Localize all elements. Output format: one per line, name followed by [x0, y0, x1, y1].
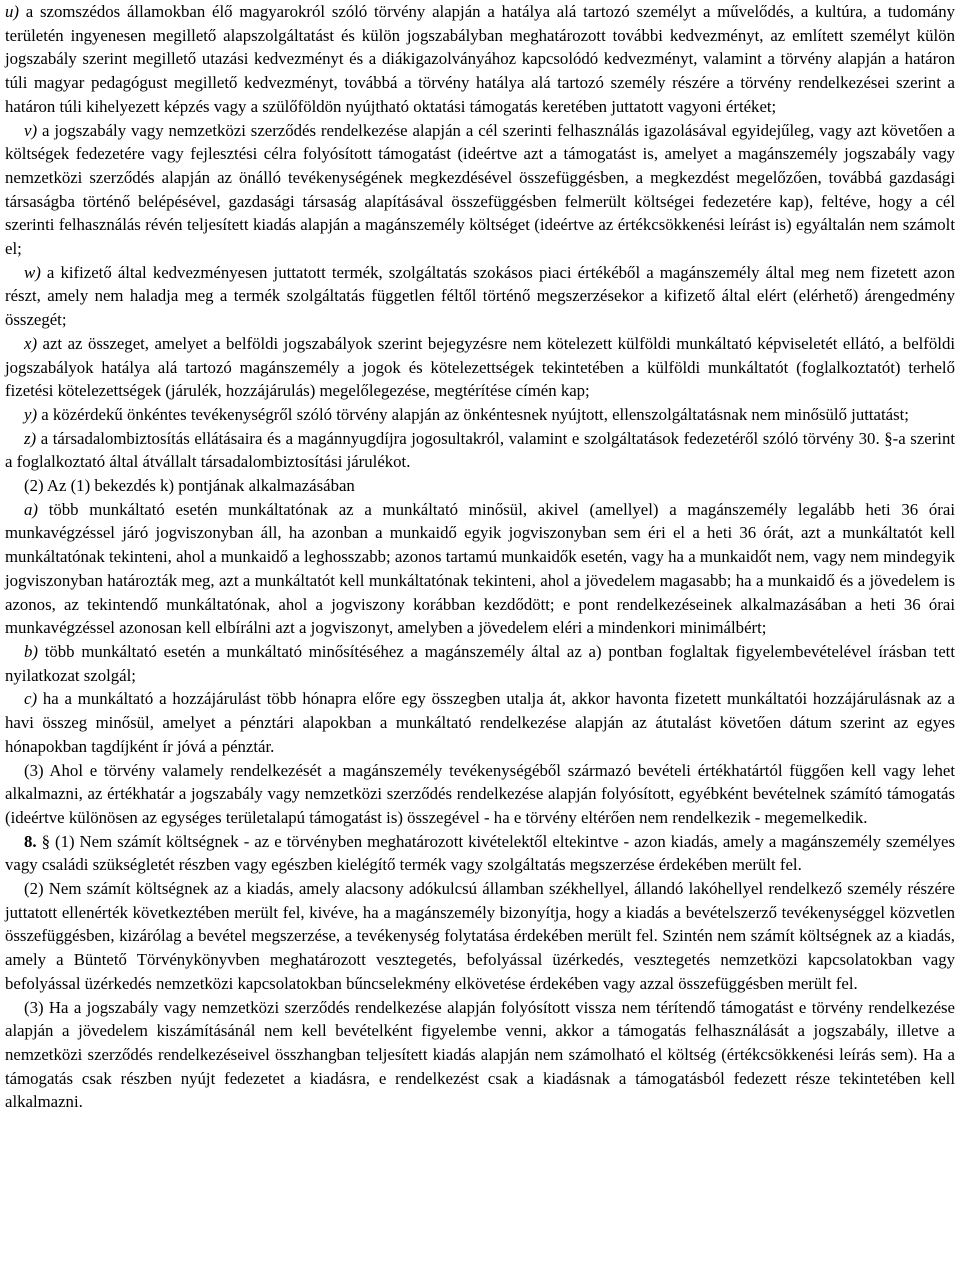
clause-text: a szomszédos államokban élő magyarokról szóló törvény alapján a hatálya alá tartozó személyt a művelődés, a kultúra, a tudomány területén ingyenesen megillető alapszolgáltatást és külön jogszabályban meghatározott további kedvezményt, az említett személyt külön jogszabály szerint megillető utazási kedvezményt és a diákigazolványához kapcsolódó kedvezményt, valamint a törvény alapján a határon túli magyar pedagógust megillető kedvezményt, továbbá a törvény hatálya alá tartozó személy részére a törvény rendelkezései szerint a határon túli kihelyezett képzés vagy a szülőföldön nyújtható oktatási támogatás keretében juttatott vagyoni értéket; [5, 2, 955, 116]
clause-v [5, 119, 955, 261]
clause-marker: x) [24, 333, 38, 353]
clause-u [5, 0, 955, 119]
clause-text: a kifizető által kedvezményesen juttatott termék, szolgáltatás szokásos piaci értékéből a magánszemély által meg nem fizetett azon részt, amely nem haladja meg a termék szolgáltatás független féltől történő megszerzésekor a kifizető által elért (elérhető) árengedmény összegét; [5, 262, 955, 330]
paragraph-text: (2) Az (1) bekezdés k) pontjának alkalmazásában [24, 476, 355, 496]
clause-text: a jogszabály vagy nemzetközi szerződés rendelkezése alapján a cél szerinti felhasználás igazolásával egyidejűleg, vagy azt követően a költségek fedezetére vagy fejlesztési célra folyósított támogatást (ideértve azt a támogatást is, amelyet a magánszemély jogszabály vagy nemzetközi szerződés alapján az önálló tevékenységének megkezdésével összefüggésben, a megkezdést megelőzően, továbbá gazdasági társaságba történő belépésével, gazdasági társaság alapításával összefüggésben felmerült költségei fedezetére kap), feltéve, hogy a cél szerinti felhasználás révén teljesített kiadás alapján a magánszemély költséget (ideértve az értékcsökkenési leírást is) egyáltalán nem számolt el; [5, 120, 955, 259]
paragraph-text: (3) Ahol e törvény valamely rendelkezését a magánszemély tevékenységéből származó bevételi értékhatártól függően kell vagy lehet alkalmazni, az értékhatár a jogszabály vagy nemzetközi szerződés rendelkezése alapján folyósított, egyébként bevételnek számító támogatás (ideértve különösen az egységes területalapú támogatást is) összegével - ha e törvény eltérően nem rendelkezik - megemelkedik. [5, 760, 955, 827]
paragraph-text: (3) Ha a jogszabály vagy nemzetközi szerződés rendelkezése alapján folyósított vissza nem térítendő támogatást e törvény rendelkezése alapján a jövedelem kiszámításánál nem kell bevételként figyelembe venni, akkor a támogatás felhasználását a jogszabály, illetve a nemzetközi szerződés rendelkezéseivel összhangban teljesített kiadás alapján nem számolható el költség (értékcsökkenési leírás sem). Ha a támogatás csak részben nyújt fedezetet a kiadásra, e rendelkezést csak a kiadásnak a támogatásból fedezett része tekintetében kell alkalmazni. [5, 997, 955, 1112]
clause-text: a közérdekű önkéntes tevékenységről szóló törvény alapján az önkéntesnek nyújtott, ellenszolgáltatásnak nem minősülő juttatást; [37, 404, 909, 424]
paragraph-2 [5, 474, 955, 498]
clause-text: több munkáltató esetén a munkáltató minősítéséhez a magánszemély által az a) pontban foglaltak figyelembevételével írásban tett nyilatkozat szolgál; [5, 641, 955, 685]
section-8 [5, 830, 955, 877]
section-8-paragraph-2 [5, 877, 955, 996]
section-text: § (1) Nem számít költségnek - az e törvényben meghatározott kivételektől eltekintve - azon kiadás, amely a magánszemély személyes vagy családi szükségletét részben vagy egészben kielégítő termék vagy szolgáltatás megszerzése érdekében merült fel. [5, 831, 955, 875]
clause-text: a társadalombiztosítás ellátásaira és a magánnyugdíjra jogosultakról, valamint e szolgáltatások fedezetéről szóló törvény 30. §-a szerint a foglalkoztató által átvállalt társadalombiztosítási járulékot. [5, 428, 955, 472]
section-number: 8. [24, 831, 37, 851]
clause-text: ha a munkáltató a hozzájárulást több hónapra előre egy összegben utalja át, akkor havonta fizetett munkáltatói hozzájárulásnak az a havi összeg minősül, amelyet a pénztári alapokban a munkáltató rendelkezése alapján az átutalást követően dátum szerint az egyes hónapokban tagdíjként ír jóvá a pénztár. [5, 689, 955, 756]
clause-marker: y) [24, 404, 38, 424]
clause-text: több munkáltató esetén munkáltatónak az a munkáltató minősül, akivel (amellyel) a magánszemély legalább heti 36 órai munkavégzéssel járó jogviszonyban áll, ha azonban a munkaidő egyik jogviszonyban sem éri el a heti 36 órát, azt a munkáltatót kell munkáltatónak tekinteni, ahol a munkaidő a leghosszabb; azonos tartamú munkaidők esetén, vagy ha a munkaidőt nem, vagy nem mindegyik jogviszonyban határozták meg, azt a munkáltatót kell munkáltatónak tekinteni, ahol a jövedelem magasabb; ha a munkaidő és a jövedelem is azonos, az tekintendő munkáltatónak, ahol a jogviszony korábban kezdődött; e pont rendelkezéseinek alkalmazásában a heti 36 órai munkavégzéssel azonosan kell elbírálni azt a jogviszonyt, amelyben a jövedelem eléri a mindenkori minimálbért; [5, 499, 955, 638]
clause-w [5, 261, 955, 332]
clause-text: azt az összeget, amelyet a belföldi jogszabályok szerint bejegyzésre nem kötelezett külföldi munkáltató képviseletét ellátó, a belföldi jogszabályok hatálya alá tartozó magánszemély a jogok és kötelezettségek tekintetében a külföldi munkáltatót (foglalkoztatót) terhelő fizetési kötelezettségek (járulék, hozzájárulás) megelőlegezése, megtérítése címén kap; [5, 333, 955, 401]
paragraph-text: (2) Nem számít költségnek az a kiadás, amely alacsony adókulcsú államban székhellyel, állandó lakóhellyel rendelkező személy részére juttatott ellenérték következtében merült fel, kivéve, ha a magánszemély bizonyítja, hogy a kiadás a bevételszerző tevékenységgel közvetlen összefüggésben, kizárólag a bevétel megszerzése, a tevékenység folytatása érdekében merült fel. Szintén nem számít költségnek az a kiadás, amely a Büntető Törvénykönyvben meghatározott vesztegetés, befolyással üzérkedés, vesztegetés nemzetközi kapcsolatokban vagy befolyással üzérkedés nemzetközi kapcsolatokban bűncselekmény elkövetése érdekében vagy azzal összefüggésben merült fel. [5, 879, 955, 993]
section-8-paragraph-3 [5, 996, 955, 1115]
clause-marker: z) [24, 428, 37, 448]
clause-marker: c) [24, 689, 38, 709]
clause-marker: w) [24, 262, 41, 282]
clause-y [5, 403, 955, 427]
clause-marker: v) [24, 120, 38, 140]
clause-marker: u) [5, 2, 19, 21]
paragraph-3 [5, 759, 955, 830]
clause-a [5, 498, 955, 640]
clause-b [5, 640, 955, 687]
clause-z [5, 427, 955, 474]
clause-marker: a) [24, 499, 38, 519]
clause-c [5, 687, 955, 758]
clause-marker: b) [24, 641, 38, 661]
clause-x [5, 332, 955, 403]
